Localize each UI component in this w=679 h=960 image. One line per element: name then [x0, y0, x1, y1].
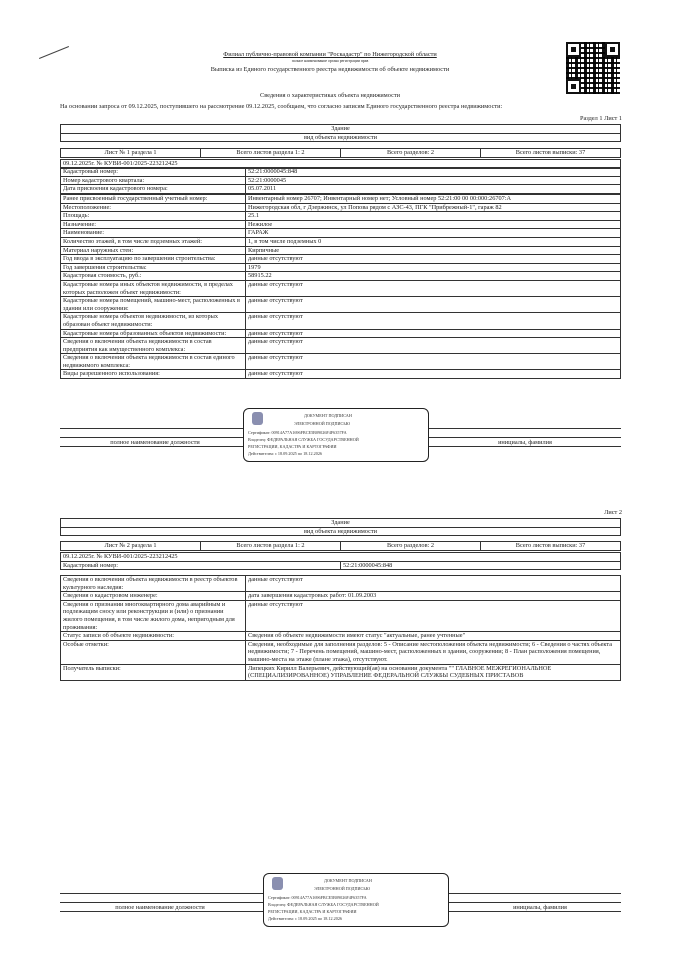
sheet-number: Лист № 1 раздела 1 [61, 149, 201, 158]
field-value: 25.1 [246, 212, 621, 221]
field-label: Кадастровые номера иных объектов недвижимости, в пределах которых расположен объект недвижимости: [61, 280, 246, 296]
sheet2-total-sheets-count: Всего листов выписки: 37 [481, 542, 621, 551]
field-value: данные отсутствуют [246, 370, 621, 379]
object-type-caption: вид объекта недвижимости [61, 133, 621, 142]
name-caption-2: инициалы, фамилия [513, 904, 567, 911]
table-row [61, 354, 621, 370]
field-label: Сведения о включении объекта недвижимости в состав единого недвижимого комплекса: [61, 354, 246, 370]
field-value: Сведения об объекте недвижимости имеют статус "актуальные, ранее учтенные" [246, 632, 621, 641]
sheet2-sections-count: Всего разделов: 2 [341, 542, 481, 551]
table-row [61, 272, 621, 281]
table-row [61, 329, 621, 338]
field-label: Назначение: [61, 220, 246, 229]
stamp-validity: Действителен: с 18.09.2025 по 18.12.2026 [268, 916, 343, 921]
field-value: Сведения, необходимые для заполнения разделов: 5 - Описание местоположения объекта недвижимости; 6 - Сведения о частях объекта недвижимости; 7 - Перечень помещений, машино-мест, расположенных в здании, сооружении; 8 - План расположения помещения, машино-места на этаже (плане этажа), отсутствуют. [246, 640, 621, 664]
field-label: Виды разрешенного использования: [61, 370, 246, 379]
field-label: Особые отметки: [61, 640, 246, 664]
table-row [61, 203, 621, 212]
field-value: Инвентарный номер 26707; Инвентарный номер нет; Условный номер 52:21:00 00 00:000:26707:А [246, 195, 621, 204]
table-row [61, 370, 621, 379]
field-value: дата завершения кадастровых работ: 01.09.2003 [246, 592, 621, 601]
sheet2-label: Лист 2 [604, 509, 622, 516]
org-name: Филиал публично-правовой компании "Роскадастр" по Нижегородской области [223, 51, 437, 58]
sheet2-number: Лист № 2 раздела 1 [61, 542, 201, 551]
emblem-icon [272, 877, 283, 890]
table-row [61, 600, 621, 631]
field-label: Номер кадастрового квартала: [61, 176, 246, 185]
table-row [61, 313, 621, 329]
field-value: данные отсутствуют [246, 255, 621, 264]
field-value: 52:21:0000045 [246, 176, 621, 185]
table-row [61, 338, 621, 354]
field-label: Сведения о кадастровом инженере: [61, 592, 246, 601]
stamp-owner: Владелец: ФЕДЕРАЛЬНАЯ СЛУЖБА ГОСУДАРСТВЕННОЙ [268, 902, 379, 907]
field-label: Кадастровая стоимость, руб.: [61, 272, 246, 281]
qr-code [566, 42, 620, 94]
field-label: Сведения о включении объекта недвижимости в состав предприятия как имущественного комплекса: [61, 338, 246, 354]
table-row [61, 263, 621, 272]
sheet2-details-table [60, 575, 621, 681]
table-row [61, 229, 621, 238]
field-label: Кадастровые номера помещений, машино-мест, расположенных в здании или сооружении: [61, 297, 246, 313]
position-caption: полное наименование должности [110, 439, 200, 446]
table-row [61, 246, 621, 255]
stamp-certificate: Сертификат: 00914A77A1696FBCE5B09026F4F6357FA [248, 430, 347, 435]
table-row [61, 280, 621, 296]
sheet2-object-type-table [60, 518, 621, 536]
document-subtitle: Сведения о характеристиках объекта недвижимости [260, 92, 400, 99]
sections-count: Всего разделов: 2 [341, 149, 481, 158]
field-value: данные отсутствуют [246, 280, 621, 296]
object-type-table [60, 124, 621, 142]
table-row [61, 195, 621, 204]
table-row [61, 185, 621, 194]
characteristics-table [60, 194, 621, 379]
table-row [61, 255, 621, 264]
field-value: 1, в том числе подземных 0 [246, 237, 621, 246]
sheet2-object-type: Здание [61, 519, 621, 528]
field-value: ГАРАЖ [246, 229, 621, 238]
field-value: 52:21:0000045:848 [246, 168, 621, 177]
field-label: Наименование: [61, 229, 246, 238]
stamp-validity: Действителен: с 18.09.2025 по 18.12.2026 [248, 451, 323, 456]
total-sheets-count: Всего листов выписки: 37 [481, 149, 621, 158]
field-label: Материал наружных стен: [61, 246, 246, 255]
stamp-owner: Владелец: ФЕДЕРАЛЬНАЯ СЛУЖБА ГОСУДАРСТВЕННОЙ [248, 437, 359, 442]
stamp-owner-2: РЕГИСТРАЦИИ, КАДАСТРА И КАРТОГРАФИИ [248, 444, 337, 449]
stamp-title: ДОКУМЕНТ ПОДПИСАН [324, 878, 372, 883]
field-label: Получатель выписки: [61, 664, 246, 680]
section-label: Раздел 1 Лист 1 [579, 115, 622, 122]
sheet-meta-table [60, 148, 621, 158]
field-label: Год ввода в эксплуатацию по завершении строительства: [61, 255, 246, 264]
sheet2-cad-label: Кадастровый номер: [61, 561, 341, 570]
stamp-title: ДОКУМЕНТ ПОДПИСАН [304, 413, 352, 418]
identifiers-table [60, 167, 621, 194]
sheet2-section-sheets-count: Всего листов раздела 1: 2 [201, 542, 341, 551]
table-row [61, 632, 621, 641]
table-row [61, 220, 621, 229]
field-value: данные отсутствуют [246, 354, 621, 370]
table-row [61, 176, 621, 185]
field-label: Статус записи об объекте недвижимости: [61, 632, 246, 641]
e-signature-stamp [243, 408, 429, 462]
field-label: Сведения о признании многоквартирного дома аварийным и подлежащим сносу или реконструкции и (или) о признании жилого помещения, в том числе жилого дома, непригодным для проживания: [61, 600, 246, 631]
sheet2-doc-number: 09.12.2025г. № КУВИ-001/2025-223212425 [61, 553, 621, 562]
table-row [61, 664, 621, 680]
position-caption-2: полное наименование должности [115, 904, 205, 911]
field-value: данные отсутствуют [246, 576, 621, 592]
field-label: Кадастровые номера образованных объектов недвижимости: [61, 329, 246, 338]
field-label: Год завершения строительства: [61, 263, 246, 272]
sheet2-header-table [60, 552, 621, 570]
field-value: Нижегородская обл, г Дзержинск, ул Попова рядом с АЗС-43, ПГК "Прибрежный-1", гараж 82 [246, 203, 621, 212]
section-sheets-count: Всего листов раздела 1: 2 [201, 149, 341, 158]
sheet2-cad-value: 52:21:0000045:848 [341, 561, 621, 570]
intro-text: На основании запроса от 09.12.2025, поступившего на рассмотрение 09.12.2025, сообщаем, что согласно записям Единого государственного реестра недвижимости: [60, 103, 503, 110]
emblem-icon [252, 412, 263, 425]
e-signature-stamp-2 [263, 873, 449, 927]
document-title: Выписка из Единого государственного реестра недвижимости об объекте недвижимости [210, 66, 450, 73]
name-caption: инициалы, фамилия [498, 439, 552, 446]
table-row [61, 212, 621, 221]
field-value: данные отсутствуют [246, 600, 621, 631]
field-value: данные отсутствуют [246, 313, 621, 329]
field-value: данные отсутствуют [246, 338, 621, 354]
stamp-title-2: ЭЛЕКТРОННОЙ ПОДПИСЬЮ [314, 886, 371, 891]
sheet2-meta-table [60, 541, 621, 551]
stamp-owner-2: РЕГИСТРАЦИИ, КАДАСТРА И КАРТОГРАФИИ [268, 909, 357, 914]
object-type: Здание [61, 125, 621, 134]
table-row [61, 297, 621, 313]
field-value: 05.07.2011 [246, 185, 621, 194]
stamp-title-2: ЭЛЕКТРОННОЙ ПОДПИСЬЮ [294, 421, 351, 426]
field-label: Местоположение: [61, 203, 246, 212]
field-label: Количество этажей, в том числе подземных этажей: [61, 237, 246, 246]
org-caption: полное наименование органа регистрации прав [291, 59, 369, 63]
field-label: Сведения о включении объекта недвижимости в реестр объектов культурного наследия: [61, 576, 246, 592]
table-row [61, 592, 621, 601]
doc-number: 09.12.2025г. № КУВИ-001/2025-223212425 [61, 160, 621, 169]
field-value: Липецких Кирилл Валерьевич, действующий(ая) на основании документа "" ГЛАВНОЕ МЕЖРЕГИОНАЛЬНОЕ (СПЕЦИАЛИЗИРОВАННОЕ) УПРАВЛЕНИЕ ФЕДЕРАЛЬНОЙ СЛУЖБЫ СУДЕБНЫХ ПРИСТАВОВ [246, 664, 621, 680]
field-label: Кадастровые номера объектов недвижимости, из которых образован объект недвижимости: [61, 313, 246, 329]
pen-mark [39, 46, 69, 59]
field-value: 58915.22 [246, 272, 621, 281]
sheet2-object-type-caption: вид объекта недвижимости [61, 527, 621, 536]
table-row [61, 576, 621, 592]
stamp-certificate: Сертификат: 00914A77A1696FBCE5B09026F4F6357FA [268, 895, 367, 900]
table-row [61, 640, 621, 664]
field-value: 1979 [246, 263, 621, 272]
field-label: Ранее присвоенный государственный учетный номер: [61, 195, 246, 204]
table-row [61, 168, 621, 177]
field-value: Кирпичные [246, 246, 621, 255]
field-value: данные отсутствуют [246, 297, 621, 313]
field-value: данные отсутствуют [246, 329, 621, 338]
table-row [61, 237, 621, 246]
field-label: Площадь: [61, 212, 246, 221]
field-label: Дата присвоения кадастрового номера: [61, 185, 246, 194]
field-value: Нежилое [246, 220, 621, 229]
field-label: Кадастровый номер: [61, 168, 246, 177]
